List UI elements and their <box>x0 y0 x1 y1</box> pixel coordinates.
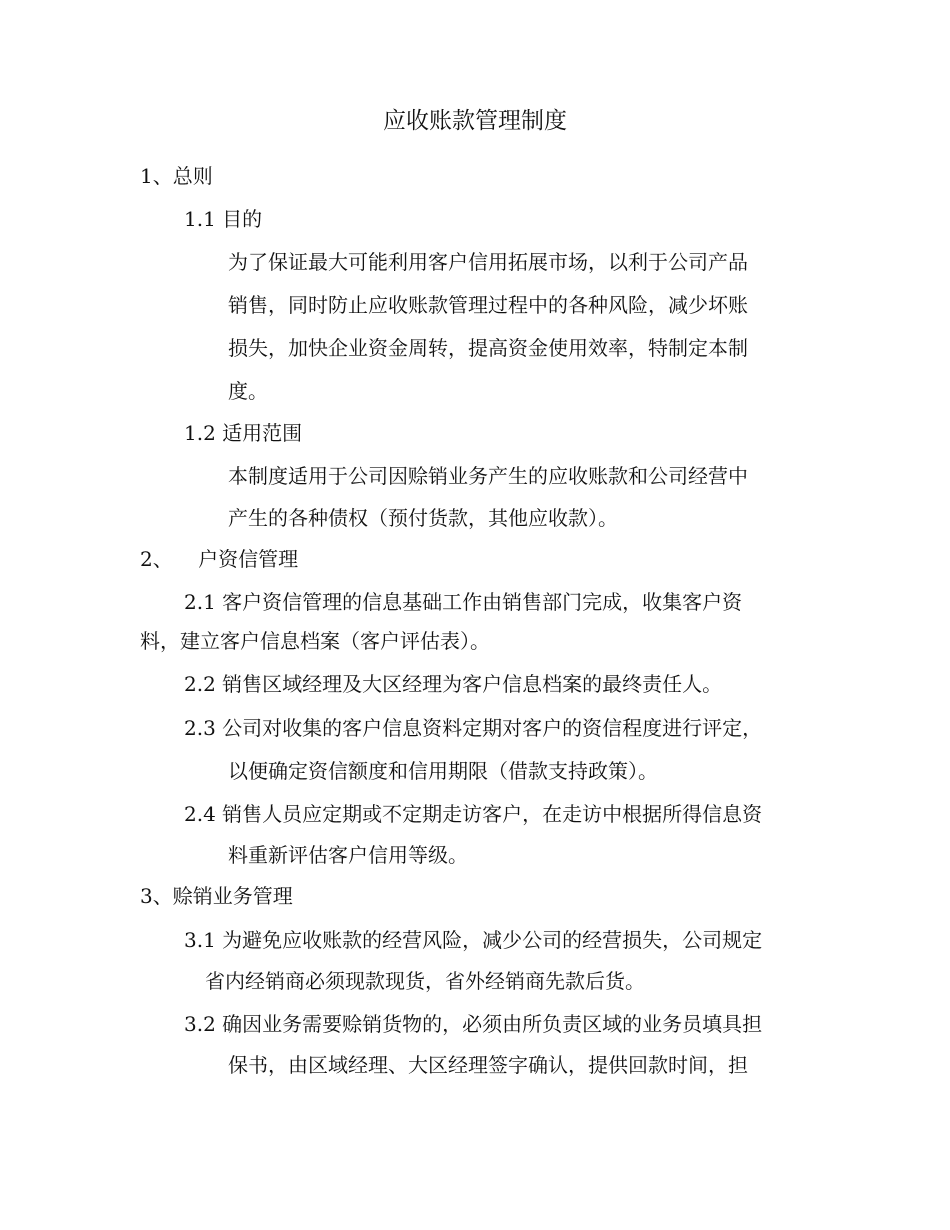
section-1-1-line: 度。 <box>228 379 268 403</box>
section-2-4-line: 2.4 销售人员应定期或不定期走访客户，在走访中根据所得信息资 <box>184 802 763 826</box>
section-3-2-line: 3.2 确因业务需要赊销货物的，必须由所负责区域的业务员填具担 <box>184 1012 763 1036</box>
section-2-2-line: 2.2 销售区域经理及大区经理为客户信息档案的最终责任人。 <box>184 672 723 696</box>
section-2-heading: 2、 户资信管理 <box>140 547 299 571</box>
section-2-4-line: 料重新评估客户信用等级。 <box>228 843 468 867</box>
section-2-3-line: 2.3 公司对收集的客户信息资料定期对客户的资信程度进行评定， <box>184 716 763 740</box>
document-title: 应收账款管理制度 <box>383 108 567 134</box>
section-2-1-line: 料，建立客户信息档案（客户评估表）。 <box>140 629 490 653</box>
section-1-1-line: 损失，加快企业资金周转，提高资金使用效率，特制定本制 <box>228 336 748 360</box>
section-1-1-heading: 1.1 目的 <box>184 207 263 231</box>
section-3-heading: 3、赊销业务管理 <box>140 884 293 908</box>
section-1-heading: 1、总则 <box>140 164 213 188</box>
section-1-1-line: 为了保证最大可能利用客户信用拓展市场，以利于公司产品 <box>228 250 748 274</box>
section-3-1-line: 省内经销商必须现款现货，省外经销商先款后货。 <box>205 969 645 993</box>
section-1-2-line: 产生的各种债权（预付货款，其他应收款）。 <box>228 506 618 530</box>
section-1-2-heading: 1.2 适用范围 <box>184 421 303 445</box>
section-2-1-line: 2.1 客户资信管理的信息基础工作由销售部门完成，收集客户资 <box>184 590 743 614</box>
section-3-2-line: 保书，由区域经理、大区经理签字确认，提供回款时间，担 <box>228 1053 748 1077</box>
section-1-2-line: 本制度适用于公司因赊销业务产生的应收账款和公司经营中 <box>228 464 748 488</box>
section-2-3-line: 以便确定资信额度和信用期限（借款支持政策）。 <box>228 759 658 783</box>
section-1-1-line: 销售，同时防止应收账款管理过程中的各种风险，减少坏账 <box>228 293 748 317</box>
section-3-1-line: 3.1 为避免应收账款的经营风险，减少公司的经营损失，公司规定 <box>184 928 763 952</box>
